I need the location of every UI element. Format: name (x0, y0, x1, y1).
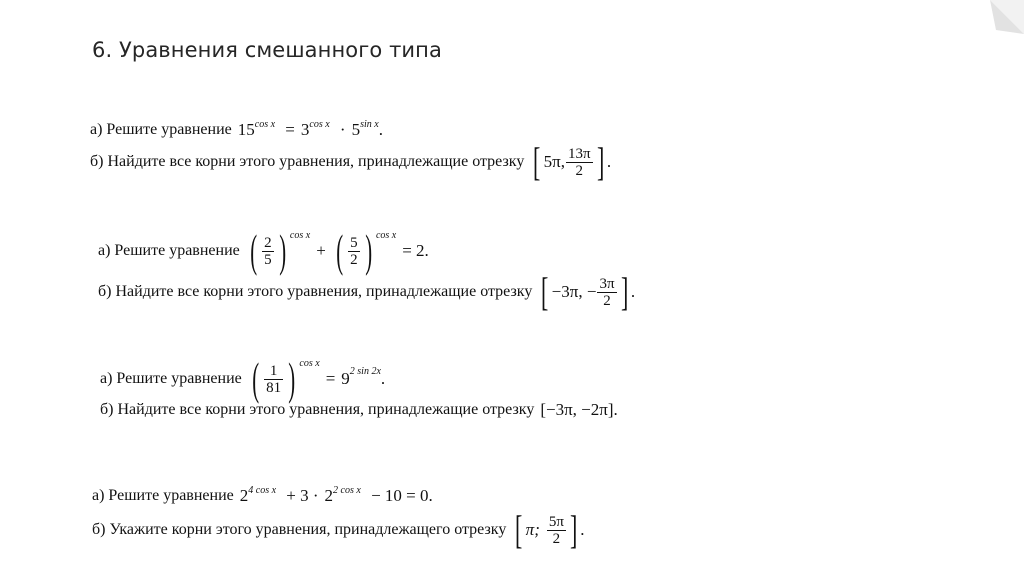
part-a-label: а) Решите уравнение (100, 370, 242, 387)
part-a-label: а) Решите уравнение (98, 242, 240, 259)
problem-1-part-b (90, 139, 612, 184)
part-b-label: б) Найдите все корни этого уравнения, принадлежащие отрезку (90, 153, 525, 170)
problem-1-part-a (90, 120, 383, 140)
part-b-label: б) Укажите корни этого уравнения, принадлежащего отрезку (92, 521, 507, 538)
slide-title: 6. Уравнения смешанного типа (92, 38, 442, 62)
interval-1: [ 5π, $\frac{13\pi}{2}$ ] . (533, 139, 612, 184)
problem-4-part-b (92, 507, 585, 552)
page-curl-corner (990, 0, 1024, 34)
problem-3-part-a (100, 353, 386, 404)
interval-4: [ π; $\frac{5\pi}{2}$ ] . (515, 507, 585, 552)
problem-3-part-b (100, 400, 618, 420)
problem-4-part-a (92, 486, 439, 506)
interval-2: [ −3π, − $\frac{3\pi}{2}$ ] . (541, 269, 636, 314)
problem-2-part-a (98, 225, 435, 276)
part-b-label: б) Найдите все корни этого уравнения, принадлежащие отрезку (100, 401, 535, 418)
equation-4: $2^{4 cos x} + 3 \cdot 2^{2 cos x} - 10 = 0$. (239, 485, 433, 505)
equation-2: ( $\frac{2}{5}$ ) $^{cos x}$ + ( $\frac{5}{2}$ ) $^{cos x}$ = 2. (249, 225, 429, 276)
part-a-label: а) Решите уравнение (92, 487, 234, 504)
equation-1: $15^{cos x} = 3^{cos x} \cdot 5^{sin x}$. (237, 119, 383, 139)
part-a-label: а) Решите уравнение (90, 121, 232, 138)
part-b-label: б) Найдите все корни этого уравнения, принадлежащие отрезку (98, 283, 533, 300)
interval-3: [−3π, −2π]. (540, 400, 618, 419)
problem-2-part-b (98, 269, 636, 314)
equation-3: ( $\frac{1}{81}$ ) $^{cos x}$ = 9 $^{2 sin 2x}$ . (251, 353, 386, 404)
